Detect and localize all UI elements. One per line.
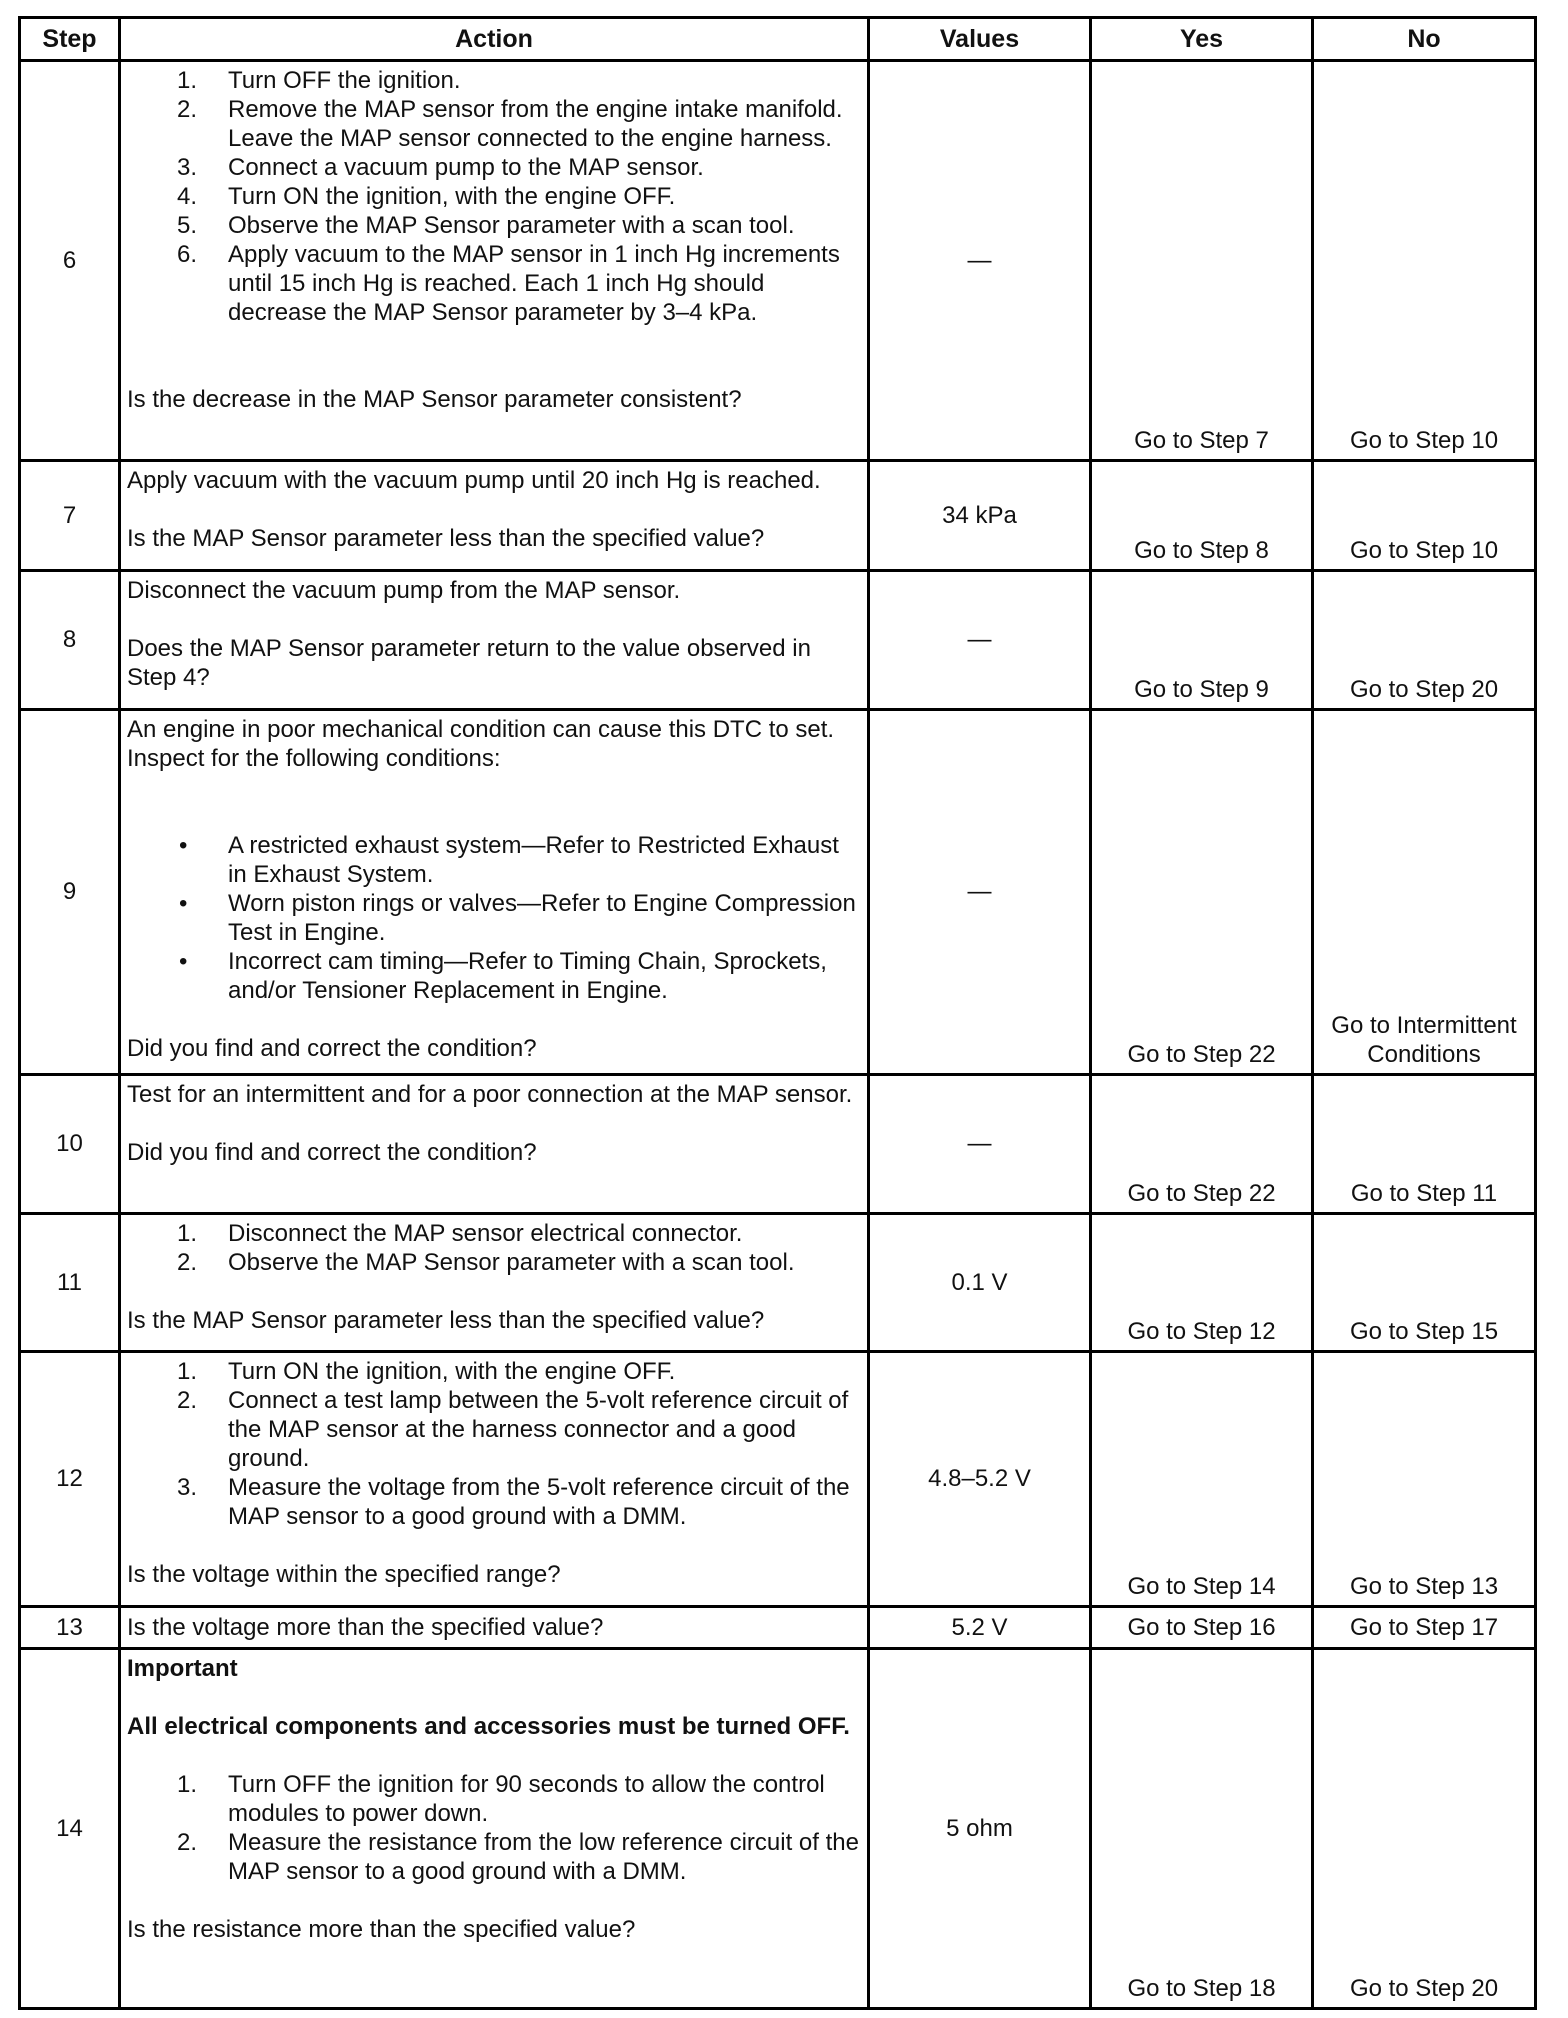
step-number: 11 [20,1214,120,1352]
action-question: Is the voltage within the specified range? [127,1561,561,1588]
header-step: Step [20,18,120,61]
action-question: Does the MAP Sensor parameter return to the value observed in Step 4? [127,635,811,691]
no-cell: Go to Step 20 [1313,1649,1536,2009]
value-cell: — [869,61,1091,461]
step-number: 6 [20,61,120,461]
value-cell: — [869,1075,1091,1214]
value-cell: 0.1 V [869,1214,1091,1352]
table-row [20,1649,1536,2009]
step-number: 9 [20,710,120,1075]
yes-cell: Go to Step 16 [1091,1607,1313,1649]
step-number: 7 [20,461,120,571]
action-cell [120,1352,869,1607]
bullet-list [127,831,861,1005]
action-text: Test for an intermittent and for a poor connection at the MAP sensor. [127,1081,853,1108]
step-number: 14 [20,1649,120,2009]
table-row [20,461,1536,571]
list-item: 3. Connect a vacuum pump to the MAP sensor. [177,154,704,181]
step-number: 13 [20,1607,120,1649]
yes-cell: Go to Step 22 [1091,1075,1313,1214]
list-item: 4. Turn ON the ignition, with the engine OFF. [177,183,676,210]
header-values: Values [869,18,1091,61]
step-number: 10 [20,1075,120,1214]
action-cell [120,710,869,1075]
list-item: 2. Observe the MAP Sensor parameter with a scan tool. [177,1249,795,1276]
action-cell [120,1607,869,1649]
yes-cell: Go to Step 12 [1091,1214,1313,1352]
yes-cell: Go to Step 8 [1091,461,1313,571]
table-row [20,1352,1536,1607]
action-question: Is the MAP Sensor parameter less than the specified value? [127,525,765,552]
value-cell: — [869,571,1091,710]
list-item: 2. Remove the MAP sensor from the engine intake manifold. Leave the MAP sensor connected to the engine harness. [177,96,843,152]
list-item: 3. Measure the voltage from the 5-volt reference circuit of the MAP sensor to a good ground with a DMM. [177,1474,850,1530]
list-item: 1. Turn OFF the ignition. [177,67,461,94]
action-cell [120,571,869,710]
action-text: Disconnect the vacuum pump from the MAP sensor. [127,577,681,604]
action-text: An engine in poor mechanical condition can cause this DTC to set. Inspect for the following conditions: [127,716,835,772]
list-item: • Worn piston rings or valves—Refer to Engine Compression Test in Engine. [179,890,856,946]
step-number: 12 [20,1352,120,1607]
header-row [20,18,1536,61]
important-title: Important [127,1655,238,1682]
no-cell: Go to Step 20 [1313,571,1536,710]
list-item: 1. Turn ON the ignition, with the engine OFF. [177,1358,676,1385]
value-cell: 5 ohm [869,1649,1091,2009]
list-item: 2. Measure the resistance from the low reference circuit of the MAP sensor to a good ground with a DMM. [177,1829,859,1885]
value-cell: 34 kPa [869,461,1091,571]
list-item: 1. Turn OFF the ignition for 90 seconds to allow the control modules to power down. [177,1771,825,1827]
table-row [20,1607,1536,1649]
action-question: Is the resistance more than the specified value? [127,1916,636,1943]
no-cell: Go to Step 13 [1313,1352,1536,1607]
step-number: 8 [20,571,120,710]
list-item: 1. Disconnect the MAP sensor electrical connector. [177,1220,743,1247]
no-cell: Go to Step 10 [1313,61,1536,461]
action-cell [120,461,869,571]
list-item: 6. Apply vacuum to the MAP sensor in 1 inch Hg increments until 15 inch Hg is reached. Each 1 inch Hg should decrease the MAP Sensor parameter by 3–4 kPa. [177,241,840,326]
table-row [20,1075,1536,1214]
header-action: Action [120,18,869,61]
list-item: 2. Connect a test lamp between the 5-volt reference circuit of the MAP sensor at the harness connector and a good ground. [177,1387,849,1472]
action-text: Apply vacuum with the vacuum pump until 20 inch Hg is reached. [127,467,821,494]
action-cell [120,1649,869,2009]
action-cell [120,1075,869,1214]
yes-cell: Go to Step 7 [1091,61,1313,461]
diagnostic-table [18,16,1537,2010]
numbered-steps [127,1357,861,1531]
no-cell: Go to Step 10 [1313,461,1536,571]
header-no: No [1313,18,1536,61]
action-cell [120,1214,869,1352]
table-row [20,61,1536,461]
no-cell: Go to Step 11 [1313,1075,1536,1214]
header-yes: Yes [1091,18,1313,61]
list-item: 5. Observe the MAP Sensor parameter with a scan tool. [177,212,795,239]
list-item: • A restricted exhaust system—Refer to Restricted Exhaust in Exhaust System. [179,832,839,888]
value-cell: 5.2 V [869,1607,1091,1649]
important-text: All electrical components and accessories must be turned OFF. [127,1713,850,1740]
yes-cell: Go to Step 9 [1091,571,1313,710]
table-row [20,710,1536,1075]
numbered-steps [127,1770,861,1886]
value-cell: 4.8–5.2 V [869,1352,1091,1607]
no-cell: Go to Step 17 [1313,1607,1536,1649]
no-cell: Go to Intermittent Conditions [1313,710,1536,1075]
numbered-steps [127,1219,861,1277]
action-question: Did you find and correct the condition? [127,1035,537,1062]
action-cell [120,61,869,461]
yes-cell: Go to Step 22 [1091,710,1313,1075]
list-item: • Incorrect cam timing—Refer to Timing Chain, Sprockets, and/or Tensioner Replacement in Engine. [179,948,827,1004]
yes-cell: Go to Step 18 [1091,1649,1313,2009]
action-question: Is the voltage more than the specified value? [127,1614,604,1641]
action-question: Did you find and correct the condition? [127,1139,537,1166]
table-row [20,571,1536,710]
numbered-steps [127,66,861,327]
action-question: Is the MAP Sensor parameter less than the specified value? [127,1307,765,1334]
yes-cell: Go to Step 14 [1091,1352,1313,1607]
action-question: Is the decrease in the MAP Sensor parameter consistent? [127,386,742,413]
value-cell: — [869,710,1091,1075]
table-row [20,1214,1536,1352]
no-cell: Go to Step 15 [1313,1214,1536,1352]
